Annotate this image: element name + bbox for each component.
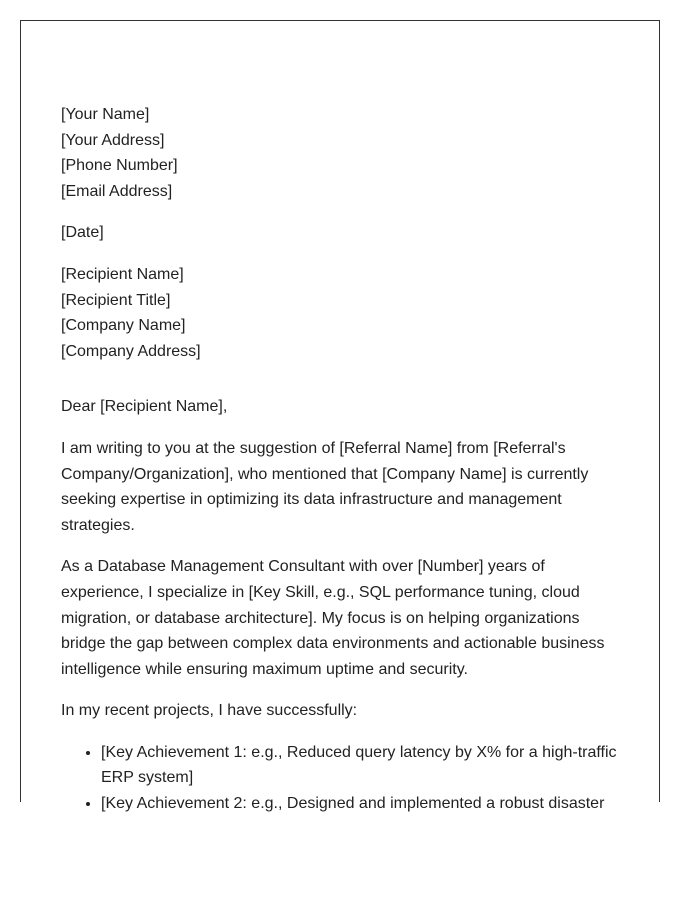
achievement-item: • [Key Achievement 1: e.g., Reduced query latency by X% for a high-traffic ERP system] (101, 740, 626, 791)
letter-body (61, 102, 626, 817)
recipient-address: [Company Address] (61, 342, 201, 360)
date-block (61, 220, 626, 246)
achievement-item: • [Key Achievement 2: e.g., Designed and implemented a robust disaster (101, 791, 626, 817)
recipient-company: [Company Name] (61, 317, 186, 335)
sender-email: [Email Address] (61, 182, 173, 200)
letter-date: [Date] (61, 224, 104, 242)
achievements-list (61, 740, 626, 817)
paragraph-projects-intro: In my recent projects, I have successfully: (61, 702, 358, 720)
recipient-block (61, 262, 626, 364)
paragraph-referral: I am writing to you at the suggestion of [Referral Name] from [Referral's Company/Organization], who mentioned that [Company Name] is currently seeking expertise in optimizing its data infrastructure and management strategies. (61, 439, 589, 534)
sender-phone: [Phone Number] (61, 157, 178, 175)
sender-name: [Your Name] (61, 106, 150, 123)
letter-page (20, 20, 660, 813)
recipient-title: [Recipient Title] (61, 291, 171, 309)
sender-block (61, 102, 626, 204)
sender-address: [Your Address] (61, 131, 165, 149)
recipient-name: [Recipient Name] (61, 265, 184, 283)
salutation: Dear [Recipient Name], (61, 398, 228, 416)
paragraph-experience: As a Database Management Consultant with over [Number] years of experience, I specialize in [Key Skill, e.g., SQL performance tuning, cloud migration, or database architecture]. My focus is on helping organizations bridge the gap between complex data environments and actionable business intelligence while ensuring maximum uptime and security. (61, 558, 605, 678)
